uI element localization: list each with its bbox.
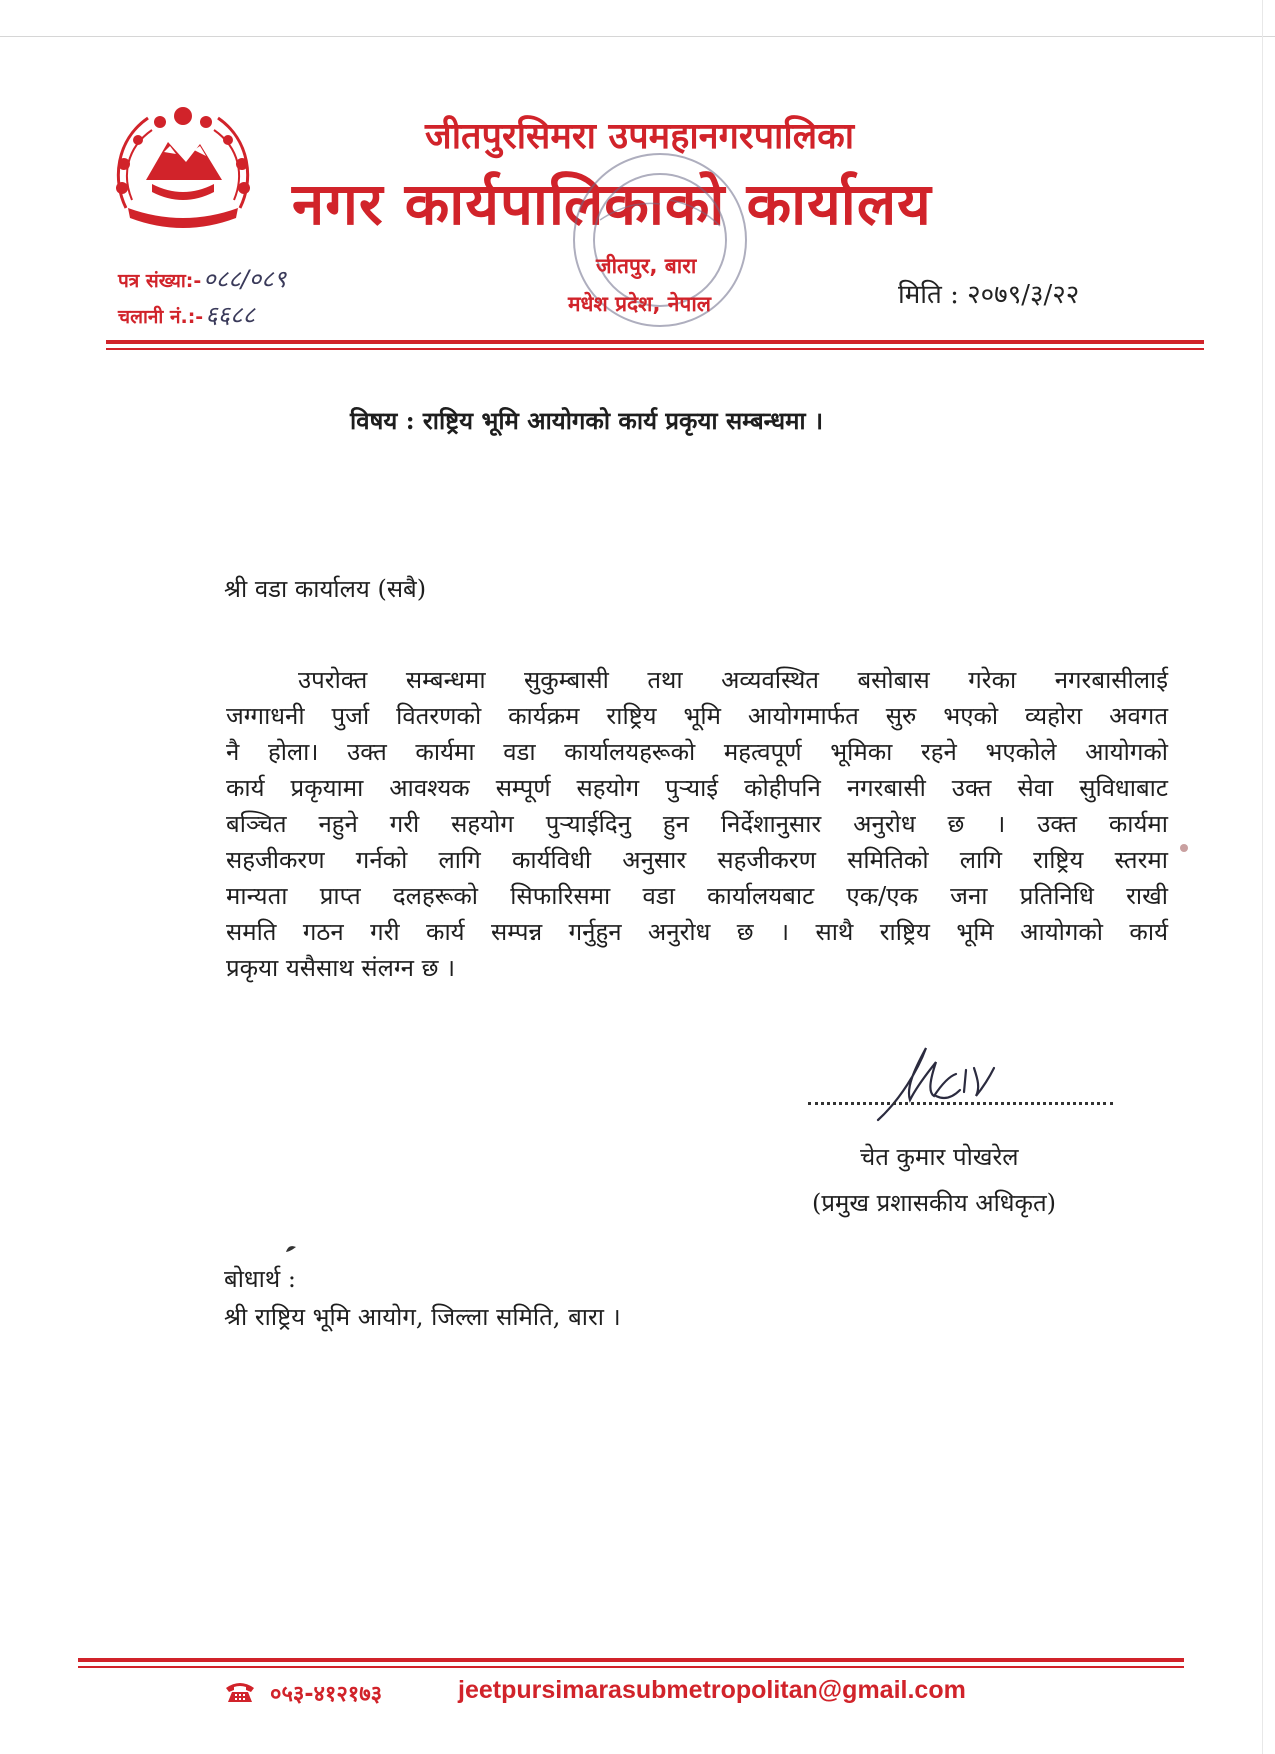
nepal-emblem-icon bbox=[108, 100, 258, 240]
letter-body bbox=[226, 662, 1168, 986]
telephone-icon bbox=[224, 1680, 256, 1704]
scan-edge-line-right bbox=[1262, 0, 1263, 1754]
body-line: बञ्चित नहुने गरी सहयोग पुऱ्याईदिनु हुन निर्देशानुसार अनुरोध छ । उक्त कार्यमा bbox=[226, 810, 1168, 838]
footer-rule-thin bbox=[78, 1666, 1184, 1668]
letter-number-value: ०८८/०८९ bbox=[203, 265, 287, 293]
body-line: सहजीकरण गर्नको लागि कार्यविधी अनुसार सहजीकरण समितिको लागि राष्ट्रिय स्तरमा bbox=[226, 846, 1168, 874]
letter-date bbox=[898, 275, 1079, 311]
body-line: जग्गाधनी पुर्जा वितरणको कार्यक्रम राष्ट्रिय भूमि आयोगमार्फत सुरु भएको व्यहोरा अवगत bbox=[226, 702, 1168, 730]
header-rule-thick bbox=[106, 340, 1204, 344]
scan-edge-line bbox=[0, 36, 1275, 37]
letter-addressee: श्री वडा कार्यालय (सबै) bbox=[224, 575, 427, 603]
date-label: मिति : bbox=[898, 280, 959, 310]
signatory-title: (प्रमुख प्रशासकीय अधिकृत) bbox=[812, 1189, 1057, 1217]
signature-icon bbox=[870, 1040, 1010, 1130]
letter-number-row bbox=[118, 262, 286, 295]
dispatch-number-label: चलानी नं.:- bbox=[118, 306, 204, 328]
footer-email[interactable]: jeetpursimarasubmetropolitan@gmail.com bbox=[458, 1676, 966, 1704]
office-address-line2: मधेश प्रदेश, नेपाल bbox=[568, 292, 711, 316]
letter-subject: विषय : राष्ट्रिय भूमि आयोगको कार्य प्रकृया सम्बन्धमा । bbox=[350, 406, 824, 435]
body-line: नै होला। उक्त कार्यमा वडा कार्यालयहरूको महत्वपूर्ण भूमिका रहने भएकोले आयोगको bbox=[226, 738, 1168, 766]
dispatch-number-row bbox=[118, 298, 255, 331]
body-line: कार्य प्रकृयामा आवश्यक सम्पूर्ण सहयोग पुऱ्याई कोहीपनि नगरबासी उक्त सेवा सुविधाबाट bbox=[226, 774, 1168, 802]
signatory-name: चेत कुमार पोखरेल bbox=[860, 1143, 1019, 1171]
signature-dotted-line bbox=[808, 1102, 1113, 1105]
ink-speck bbox=[1180, 844, 1188, 852]
cc-recipient: श्री राष्ट्रिय भूमि आयोग, जिल्ला समिति, बारा । bbox=[224, 1303, 621, 1331]
footer-phone: ०५३-४१२१७३ bbox=[270, 1682, 383, 1707]
org-name-line1: जीतपुरसिमरा उपमहानगरपालिका bbox=[425, 116, 855, 157]
header-rule-thin bbox=[106, 348, 1204, 350]
org-name-line2: नगर कार्यपालिकाको कार्यालय bbox=[292, 170, 932, 238]
body-line: प्रकृया यसैसाथ संलग्न छ । bbox=[226, 954, 456, 982]
letter-number-label: पत्र संख्या:- bbox=[118, 270, 202, 292]
body-line: समति गठन गरी कार्य सम्पन्न गर्नुहुन अनुरोध छ । साथै राष्ट्रिय भूमि आयोगको कार्य bbox=[226, 918, 1168, 946]
cc-label: बोधार्थ : bbox=[224, 1265, 296, 1293]
footer-rule-thick bbox=[78, 1658, 1184, 1662]
office-address-line1: जीतपुर, बारा bbox=[596, 254, 697, 278]
body-line: उपरोक्त सम्बन्धमा सुकुम्बासी तथा अव्यवस्थित बसोबास गरेका नगरबासीलाई bbox=[298, 666, 1168, 694]
date-value: २०७९/३/२२ bbox=[967, 280, 1080, 310]
dispatch-number-value: ६६८८ bbox=[205, 301, 256, 329]
ink-blot-icon bbox=[285, 1244, 297, 1254]
body-line: मान्यता प्राप्त दलहरूको सिफारिसमा वडा कार्यालयबाट एक/एक जना प्रतिनिधि राखी bbox=[226, 882, 1168, 910]
